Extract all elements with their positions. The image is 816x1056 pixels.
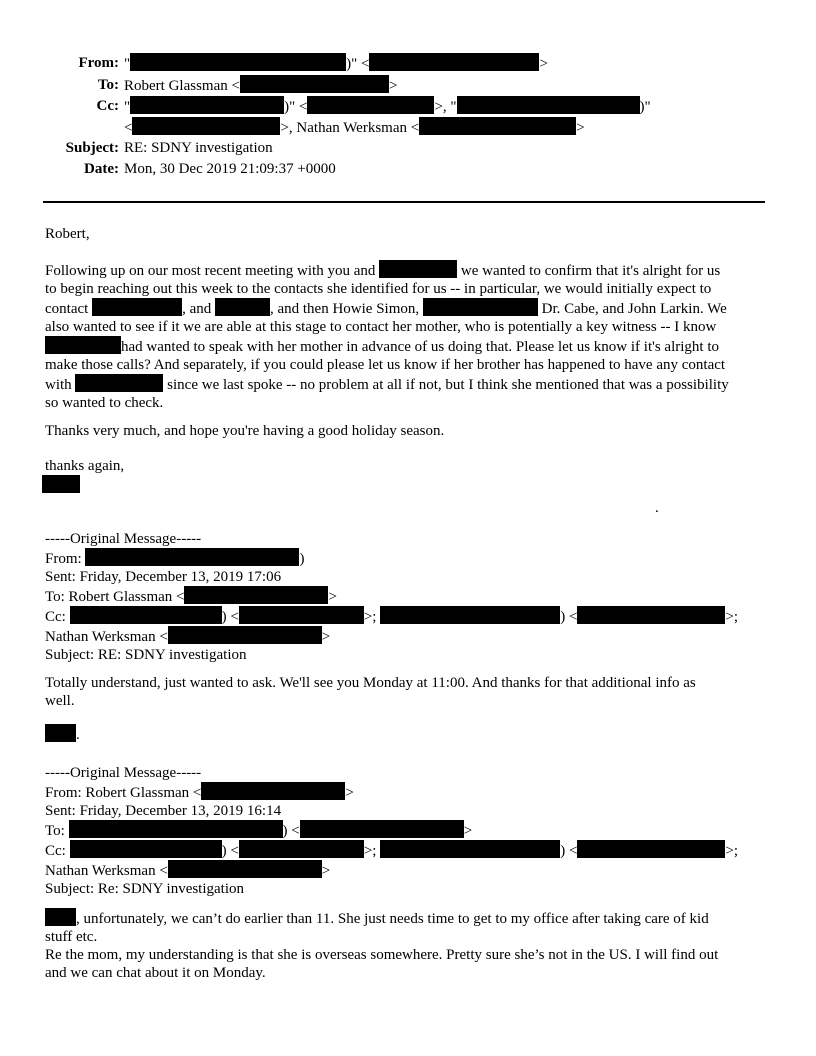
redaction (380, 606, 560, 624)
to-value: Robert Glassman < > (124, 75, 397, 97)
redaction (45, 724, 76, 742)
redaction (577, 606, 725, 624)
cc-value: " )" < >, " )" (124, 96, 651, 118)
redaction (132, 117, 280, 135)
redaction (369, 53, 539, 71)
redaction (300, 820, 464, 838)
redaction (184, 586, 328, 604)
from-label: From: (78, 55, 119, 71)
to-label: To: (97, 77, 119, 93)
original-message-2: -----Original Message----- From: Robert Glassman < > Sent: Friday, December 13, 2019 16:14 To: ) < > Cc: ) < >; ) < >; Nathan Werksman < > Subject: Re: SDNY investigation (45, 765, 739, 897)
date-label: Date: (84, 161, 119, 177)
date-value: Mon, 30 Dec 2019 21:09:37 +0000 (124, 161, 336, 177)
signoff: thanks again, (45, 458, 125, 474)
redaction (168, 626, 322, 644)
signature-redaction (42, 475, 770, 495)
redaction (75, 374, 163, 392)
from-value: " )" < > (124, 53, 548, 75)
redaction (379, 260, 457, 278)
cc-label: Cc: (96, 98, 119, 114)
subject-value: RE: SDNY investigation (124, 140, 273, 156)
redaction (423, 298, 538, 316)
cc-value-line2: < >, Nathan Werksman < > (124, 117, 585, 139)
redaction (70, 840, 222, 858)
redaction (85, 548, 299, 566)
redaction (42, 475, 80, 493)
original-message-1-signature: . (45, 724, 773, 744)
redaction (239, 606, 364, 624)
original-message-2-body: , unfortunately, we can’t do earlier than 11. She just needs time to get to my office after taking care of kid stuff etc. Re the mom, my understanding is that she is overseas somewhere. Pretty sure she’s not in the US. I will find out and we can chat about it on Monday. (45, 908, 773, 982)
redaction (92, 298, 182, 316)
paragraph-2: Thanks very much, and hope you're having a good holiday season. (45, 423, 445, 439)
redaction (69, 820, 283, 838)
redaction (168, 860, 322, 878)
redaction (240, 75, 389, 93)
original-message-1: -----Original Message----- From: ) Sent: Friday, December 13, 2019 17:06 To: Robert Glassman < > Cc: ) < >; ) < >; Nathan Werksman < > Subject: RE: SDNY investigation (45, 531, 739, 663)
redaction (577, 840, 725, 858)
header-divider (43, 201, 765, 203)
redaction (45, 908, 76, 926)
stray-dot: . (655, 500, 659, 516)
redaction (201, 782, 345, 800)
original-message-1-body: Totally understand, just wanted to ask. We'll see you Monday at 11:00. And thanks for that additional info as well. (45, 675, 696, 709)
redaction (215, 298, 270, 316)
redaction (70, 606, 222, 624)
redaction (45, 336, 121, 354)
redaction (130, 53, 346, 71)
subject-label: Subject: (65, 140, 119, 156)
redaction (380, 840, 560, 858)
redaction (130, 96, 284, 114)
redaction (419, 117, 576, 135)
paragraph-1: Following up on our most recent meeting with you and we wanted to confirm that it's alright for us to begin reaching out this week to the contacts she identified for us -- in particular, we would initially expect to contact , and , and then Howie Simon, Dr. Cabe, and John Larkin. We also wanted to see if it we are able at this stage to contact her mother, who is potentially a key witness -- I know had wanted to speak with her mother in advance of us doing that. Please let us know if it's alright to make those calls? And separately, if you could please let us know if her brother has happened to have any contact with since we last spoke -- no problem at all if not, but I think she mentioned that was a possibility so wanted to check. (45, 260, 773, 412)
redaction (457, 96, 640, 114)
redaction (239, 840, 364, 858)
greeting: Robert, (45, 226, 90, 242)
redaction (307, 96, 434, 114)
